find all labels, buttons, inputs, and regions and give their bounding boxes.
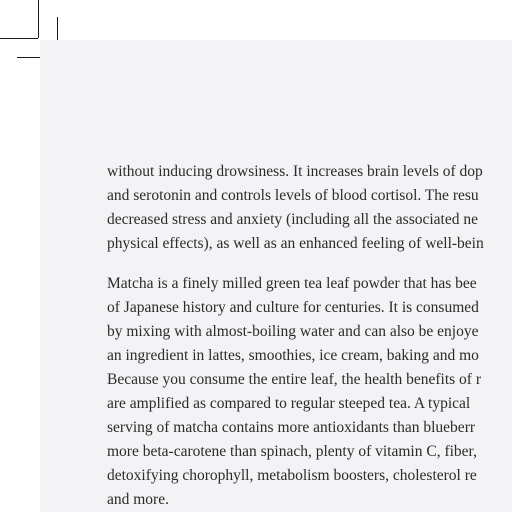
text-line: serving of matcha contains more antioxidants than blueberr	[107, 419, 476, 436]
text-line: without inducing drowsiness. It increases brain levels of dop	[107, 163, 483, 180]
text-line: by mixing with almost-boiling water and can also be enjoye	[107, 323, 479, 340]
paragraph-2	[107, 272, 512, 512]
text-line: detoxifying chorophyll, metabolism boosters, cholesterol re	[107, 467, 477, 484]
text-line: Because you consume the entire leaf, the health benefits of r	[107, 371, 482, 388]
crop-mark-horizontal	[0, 38, 38, 39]
body-text	[107, 160, 512, 512]
text-line: Matcha is a finely milled green tea leaf powder that has bee	[107, 275, 477, 292]
text-line: physical effects), as well as an enhanced feeling of well-bein	[107, 235, 484, 252]
text-line: decreased stress and anxiety (including all the associated ne	[107, 211, 479, 228]
crop-mark-vertical	[38, 0, 39, 38]
text-line: are amplified as compared to regular steeped tea. A typical	[107, 395, 471, 412]
document-page	[40, 40, 512, 512]
paragraph-1	[107, 160, 512, 256]
text-line: an ingredient in lattes, smoothies, ice cream, baking and mo	[107, 347, 479, 364]
text-line: and more.	[107, 491, 169, 508]
text-line: and serotonin and controls levels of blood cortisol. The resu	[107, 187, 479, 204]
text-line: more beta-carotene than spinach, plenty of vitamin C, fiber,	[107, 443, 477, 460]
text-line: of Japanese history and culture for centuries. It is consumed	[107, 299, 479, 316]
